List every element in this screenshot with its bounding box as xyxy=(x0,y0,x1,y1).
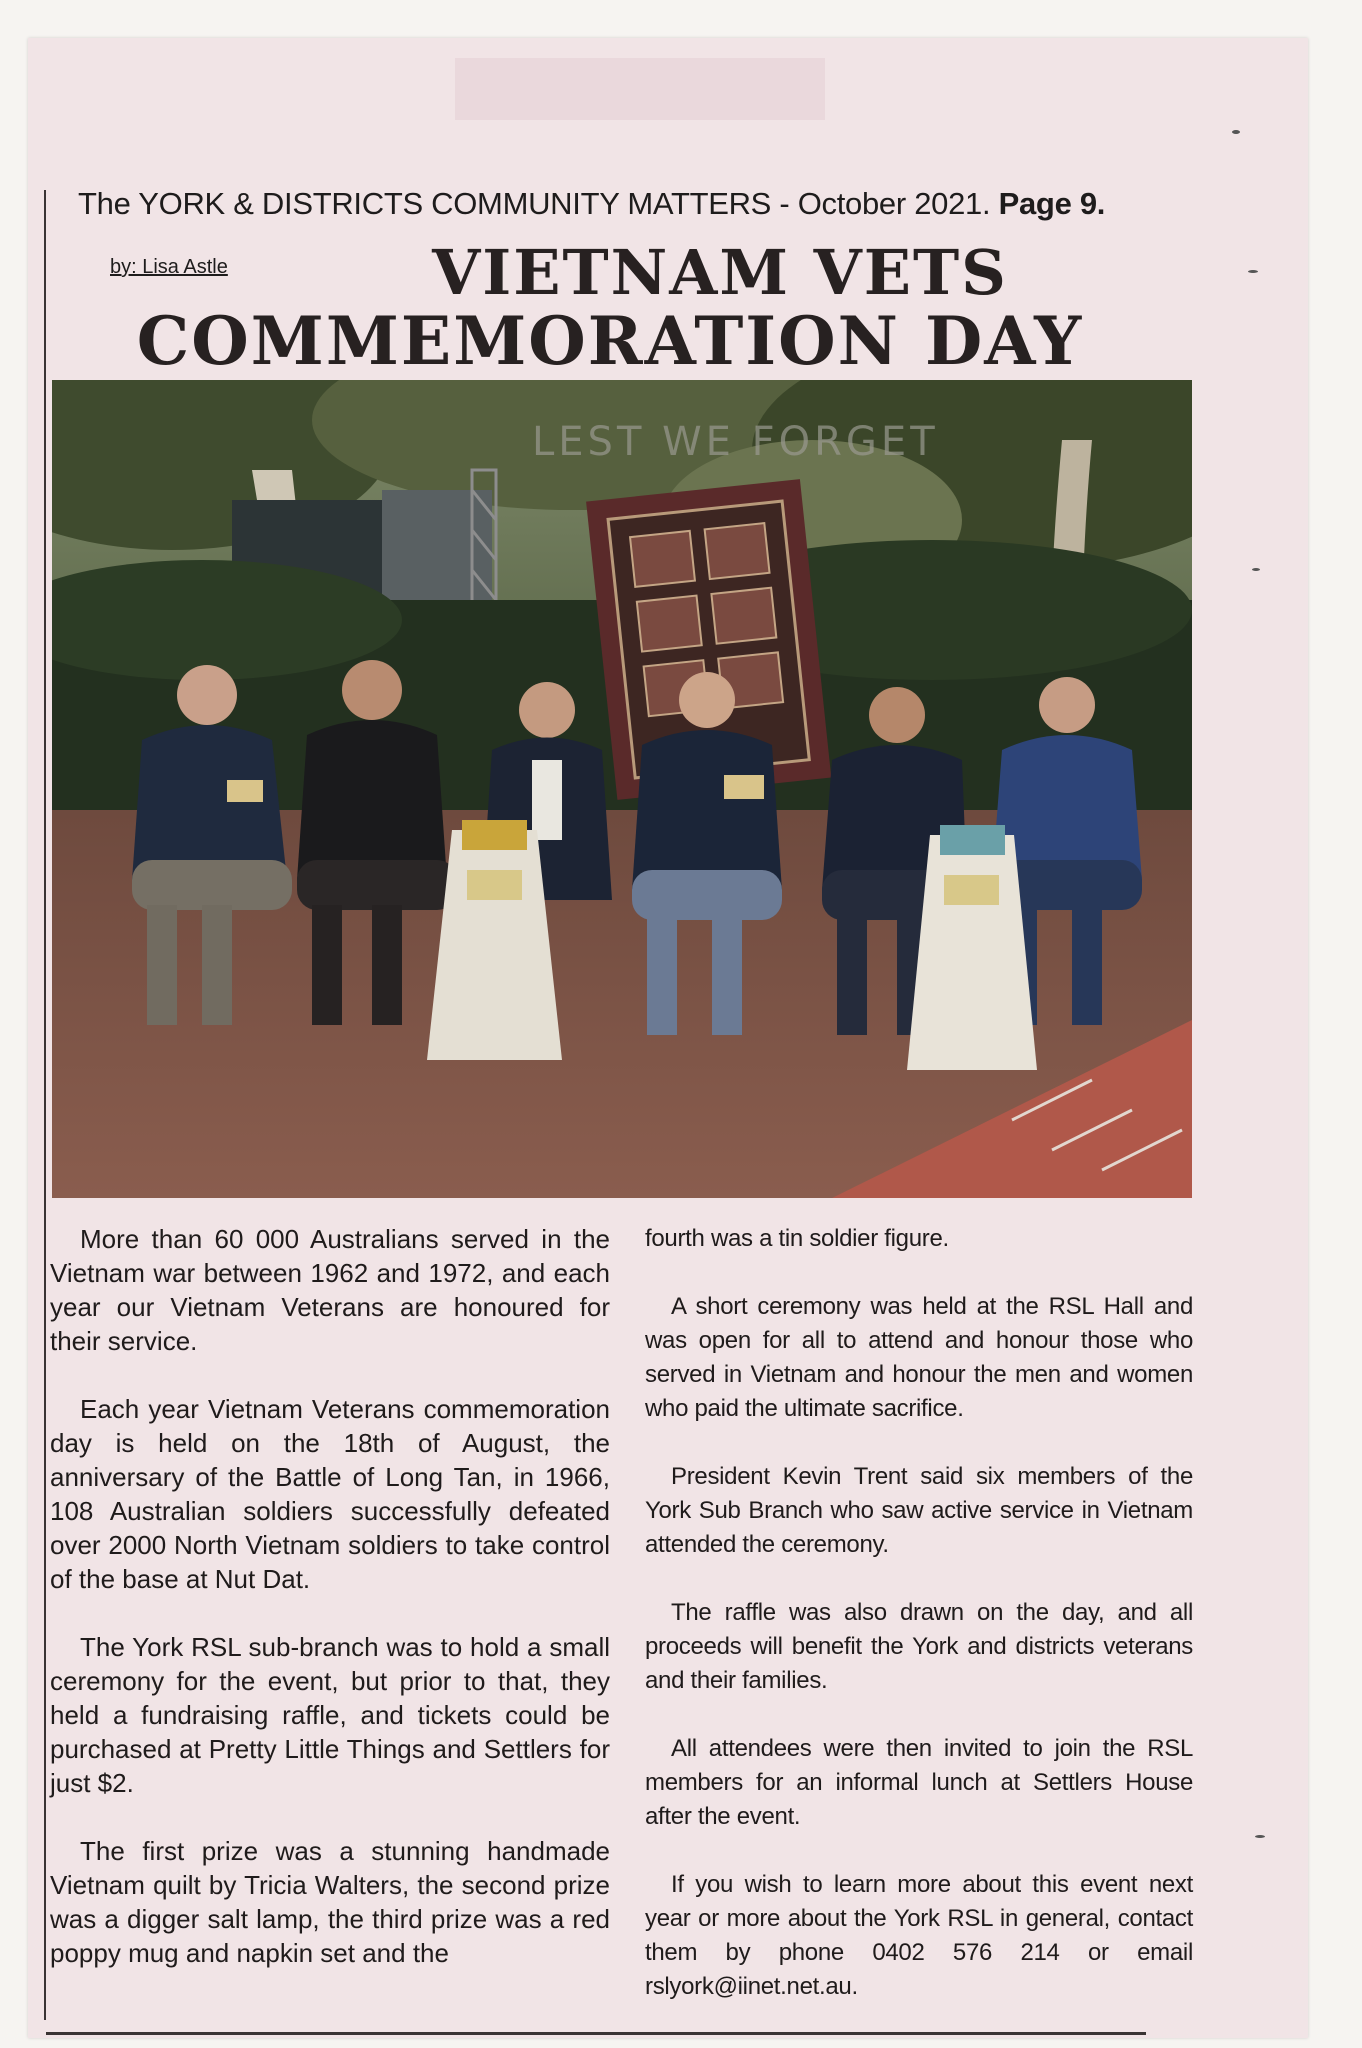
scan-speck xyxy=(1232,130,1240,134)
scan-speck xyxy=(1255,1835,1265,1838)
paragraph: More than 60 000 Australians served in the Vietnam war between 1962 and 1972, and each year our Vietnam Veterans are honoured for their service. xyxy=(50,1224,610,1356)
paragraph: Each year Vietnam Veterans commemoration day is held on the 18th of August, the anniversary of the Battle of Long Tan, in 1966, 108 Australian soldiers successfully defeated over 2000 North Vietnam soldiers to take control of the base at Nut Dat. xyxy=(50,1394,610,1594)
column-rule xyxy=(44,190,46,2020)
ceremony-photo-illustration xyxy=(52,380,1192,1198)
paragraph: President Kevin Trent said six members of the York Sub Branch who saw active service in Vietnam attended the ceremony. xyxy=(645,1463,1193,1558)
scan-speck xyxy=(1252,568,1260,571)
paragraph: All attendees were then invited to join the RSL members for an informal lunch at Settlers House after the event. xyxy=(645,1735,1193,1830)
page-number: Page 9. xyxy=(998,186,1106,221)
bottom-rule xyxy=(46,2032,1146,2035)
headline-line-2: COMMEMORATION DAY xyxy=(136,302,1084,380)
tape-mark xyxy=(455,58,825,120)
scan-speck xyxy=(1248,270,1258,273)
ceremony-photo xyxy=(52,380,1192,1198)
paragraph: The first prize was a stunning handmade Vietnam quilt by Tricia Walters, the second prize was a digger salt lamp, the third prize was a red poppy mug and napkin set and the xyxy=(50,1836,610,1968)
headline-line-1: VIETNAM VETS xyxy=(432,236,1008,309)
banner-text: LEST WE FORGET xyxy=(532,419,939,465)
paragraph: A short ceremony was held at the RSL Hall and was open for all to attend and honour those who served in Vietnam and honour the men and women who paid the ultimate sacrifice. xyxy=(645,1293,1193,1422)
paragraph: If you wish to learn more about this event next year or more about the York RSL in general, contact them by phone 0402 576 214 or email rslyork@iinet.net.au. xyxy=(645,1871,1193,2000)
right-column xyxy=(645,1222,1193,2038)
paragraph: The York RSL sub-branch was to hold a small ceremony for the event, but prior to that, they held a fundraising raffle, and tickets could be purchased at Pretty Little Things and Settlers for just $2. xyxy=(50,1632,610,1798)
byline: by: Lisa Astle xyxy=(110,256,228,278)
paragraph: fourth was a tin soldier figure. xyxy=(645,1225,949,1252)
page-header xyxy=(78,186,1198,222)
publication-title: The YORK & DISTRICTS COMMUNITY MATTERS - October 2021. xyxy=(78,186,991,221)
paragraph: The raffle was also drawn on the day, and all proceeds will benefit the York and districts veterans and their families. xyxy=(645,1599,1193,1694)
left-column xyxy=(50,1222,610,2004)
